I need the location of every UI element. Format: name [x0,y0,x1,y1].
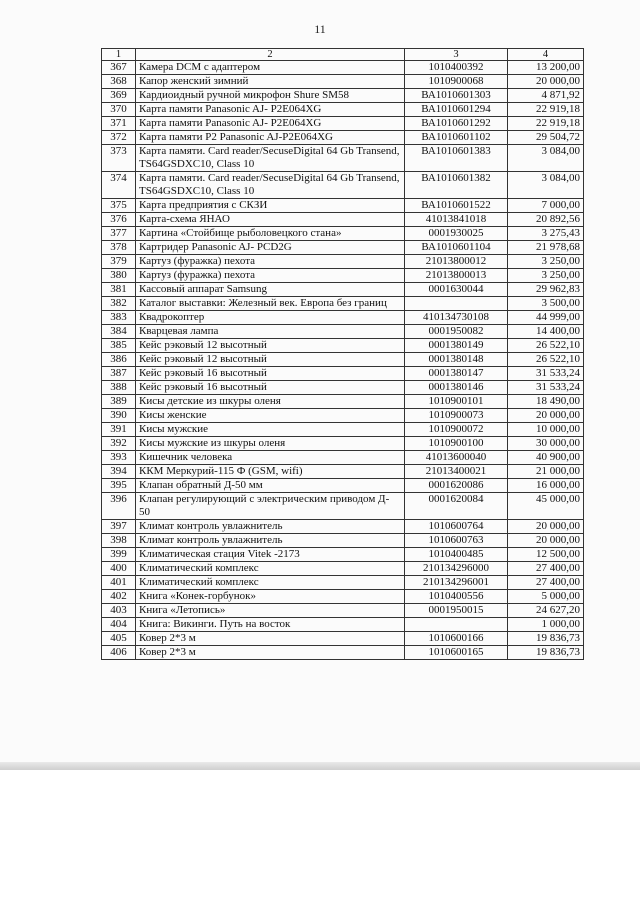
item-name: Кисы мужские [136,423,405,437]
item-value: 27 400,00 [508,576,584,590]
row-number: 401 [102,576,136,590]
item-value: 20 000,00 [508,75,584,89]
inventory-code: 0001380146 [405,381,508,395]
inventory-code: ВА1010601303 [405,89,508,103]
table-row [102,339,584,353]
row-number: 386 [102,353,136,367]
row-number: 395 [102,479,136,493]
row-number: 372 [102,131,136,145]
row-number: 373 [102,145,136,172]
table-row [102,227,584,241]
inventory-code: 0001630044 [405,283,508,297]
inventory-code: 21013400021 [405,465,508,479]
inventory-table [101,48,584,660]
row-number: 394 [102,465,136,479]
item-name: Ковер 2*3 м [136,632,405,646]
item-value: 1 000,00 [508,618,584,632]
item-name: Карта предприятия с СКЗИ [136,199,405,213]
item-name: Карта памяти. Card reader/SecuseDigital 64 Gb Transend, TS64GSDXC10, Class 10 [136,145,405,172]
table-row [102,297,584,311]
table-row [102,325,584,339]
row-number: 389 [102,395,136,409]
item-name: Кардиоидный ручной микрофон Shure SM58 [136,89,405,103]
inventory-code [405,297,508,311]
item-name: Кассовый аппарат Samsung [136,283,405,297]
row-number: 402 [102,590,136,604]
inventory-code: 0001620086 [405,479,508,493]
item-name: Квадрокоптер [136,311,405,325]
row-number: 371 [102,117,136,131]
inventory-code: 1010900068 [405,75,508,89]
table-row [102,172,584,199]
row-number: 398 [102,534,136,548]
item-value: 20 000,00 [508,534,584,548]
item-name: Кварцевая лампа [136,325,405,339]
item-value: 29 504,72 [508,131,584,145]
item-name: Кишечник человека [136,451,405,465]
item-name: Каталог выставки: Железный век. Европа без границ [136,297,405,311]
item-name: Книга «Летопись» [136,604,405,618]
item-name: Карта памяти. Card reader/SecuseDigital 64 Gb Transend, TS64GSDXC10, Class 10 [136,172,405,199]
item-name: Климат контроль увлажнитель [136,520,405,534]
inventory-code: 0001950082 [405,325,508,339]
item-value: 3 250,00 [508,269,584,283]
row-number: 390 [102,409,136,423]
item-value: 31 533,24 [508,381,584,395]
item-name: Карта-схема ЯНАО [136,213,405,227]
inventory-code [405,618,508,632]
item-name: Картина «Стойбище рыболовецкого стана» [136,227,405,241]
row-number: 370 [102,103,136,117]
table-row [102,131,584,145]
inventory-code: ВА1010601102 [405,131,508,145]
item-value: 30 000,00 [508,437,584,451]
item-value: 12 500,00 [508,548,584,562]
table-row [102,75,584,89]
item-name: Кейс рэковый 16 высотный [136,367,405,381]
item-value: 20 000,00 [508,520,584,534]
row-number: 400 [102,562,136,576]
item-name: Климат контроль увлажнитель [136,534,405,548]
item-name: Карта памяти Panasonic AJ- P2E064XG [136,103,405,117]
item-value: 3 084,00 [508,172,584,199]
table-row [102,89,584,103]
table-header-row [102,49,584,61]
item-value: 19 836,73 [508,632,584,646]
row-number: 369 [102,89,136,103]
table-row [102,520,584,534]
table-row [102,311,584,325]
inventory-code: 1010400556 [405,590,508,604]
inventory-code: 0001380147 [405,367,508,381]
inventory-code: 21013800013 [405,269,508,283]
item-name: Картридер Panasonic AJ- PCD2G [136,241,405,255]
inventory-code: 1010900073 [405,409,508,423]
item-value: 18 490,00 [508,395,584,409]
header-col-2: 2 [136,49,405,61]
inventory-code: 1010600763 [405,534,508,548]
item-value: 3 084,00 [508,145,584,172]
page-number: 11 [314,22,326,36]
inventory-code: 0001930025 [405,227,508,241]
inventory-code: 1010900072 [405,423,508,437]
row-number: 376 [102,213,136,227]
inventory-code: 1010600166 [405,632,508,646]
row-number: 397 [102,520,136,534]
item-value: 44 999,00 [508,311,584,325]
table-row [102,145,584,172]
inventory-code: 41013841018 [405,213,508,227]
inventory-code: 0001380149 [405,339,508,353]
item-value: 3 275,43 [508,227,584,241]
table-row [102,103,584,117]
table-row [102,353,584,367]
item-value: 26 522,10 [508,353,584,367]
inventory-code: ВА1010601292 [405,117,508,131]
item-name: Камера DCM с адаптером [136,61,405,75]
row-number: 391 [102,423,136,437]
inventory-code: 1010900101 [405,395,508,409]
table-row [102,269,584,283]
item-name: Кисы женские [136,409,405,423]
item-value: 3 250,00 [508,255,584,269]
item-name: Карта памяти P2 Panasonic AJ-P2E064XG [136,131,405,145]
inventory-code: ВА1010601294 [405,103,508,117]
item-value: 21 978,68 [508,241,584,255]
item-value: 27 400,00 [508,562,584,576]
inventory-code: 410134730108 [405,311,508,325]
item-name: Ковер 2*3 м [136,646,405,660]
item-name: Климатическая стация Vitek -2173 [136,548,405,562]
inventory-code: 210134296000 [405,562,508,576]
row-number: 381 [102,283,136,297]
row-number: 382 [102,297,136,311]
table-row [102,562,584,576]
table-row [102,479,584,493]
item-value: 4 871,92 [508,89,584,103]
row-number: 380 [102,269,136,283]
item-name: ККМ Меркурий-115 Ф (GSM, wifi) [136,465,405,479]
row-number: 367 [102,61,136,75]
table-row [102,255,584,269]
row-number: 378 [102,241,136,255]
item-name: Капор женский зимний [136,75,405,89]
item-value: 40 900,00 [508,451,584,465]
table-row [102,241,584,255]
table-row [102,548,584,562]
header-col-1: 1 [102,49,136,61]
item-name: Климатический комплекс [136,576,405,590]
inventory-code: 1010400392 [405,61,508,75]
row-number: 399 [102,548,136,562]
table-row [102,534,584,548]
inventory-code: 0001950015 [405,604,508,618]
item-value: 5 000,00 [508,590,584,604]
row-number: 374 [102,172,136,199]
item-value: 19 836,73 [508,646,584,660]
table-row [102,632,584,646]
item-name: Климатический комплекс [136,562,405,576]
item-value: 14 400,00 [508,325,584,339]
item-name: Картуз (фуражка) пехота [136,255,405,269]
header-col-4: 4 [508,49,584,61]
inventory-code: 21013800012 [405,255,508,269]
table-row [102,604,584,618]
item-name: Кейс рэковый 16 высотный [136,381,405,395]
item-name: Кисы детские из шкуры оленя [136,395,405,409]
table-row [102,213,584,227]
row-number: 368 [102,75,136,89]
row-number: 393 [102,451,136,465]
row-number: 379 [102,255,136,269]
item-name: Картуз (фуражка) пехота [136,269,405,283]
row-number: 405 [102,632,136,646]
table-row [102,646,584,660]
row-number: 375 [102,199,136,213]
inventory-code: ВА1010601522 [405,199,508,213]
item-value: 31 533,24 [508,367,584,381]
table-row [102,199,584,213]
table-row [102,437,584,451]
item-value: 22 919,18 [508,117,584,131]
item-name: Кейс рэковый 12 высотный [136,353,405,367]
inventory-code: 1010600165 [405,646,508,660]
table-row [102,618,584,632]
table-row [102,395,584,409]
row-number: 392 [102,437,136,451]
row-number: 385 [102,339,136,353]
table-row [102,409,584,423]
inventory-code: 1010900100 [405,437,508,451]
scan-edge-shadow [0,762,640,770]
row-number: 404 [102,618,136,632]
item-value: 16 000,00 [508,479,584,493]
item-value: 29 962,83 [508,283,584,297]
item-value: 21 000,00 [508,465,584,479]
inventory-code: 41013600040 [405,451,508,465]
item-value: 3 500,00 [508,297,584,311]
item-value: 24 627,20 [508,604,584,618]
row-number: 403 [102,604,136,618]
item-value: 13 200,00 [508,61,584,75]
table-row [102,590,584,604]
row-number: 377 [102,227,136,241]
table-row [102,576,584,590]
item-name: Книга: Викинги. Путь на восток [136,618,405,632]
table-row [102,423,584,437]
inventory-code: ВА1010601383 [405,145,508,172]
table-row [102,61,584,75]
table-row [102,381,584,395]
table-row [102,283,584,297]
inventory-code: 210134296001 [405,576,508,590]
item-value: 22 919,18 [508,103,584,117]
item-value: 20 000,00 [508,409,584,423]
row-number: 388 [102,381,136,395]
table-row [102,367,584,381]
item-value: 20 892,56 [508,213,584,227]
row-number: 387 [102,367,136,381]
table-row [102,451,584,465]
table-row [102,493,584,520]
item-name: Кейс рэковый 12 высотный [136,339,405,353]
table-row [102,117,584,131]
item-value: 10 000,00 [508,423,584,437]
inventory-code: 1010600764 [405,520,508,534]
inventory-code: ВА1010601382 [405,172,508,199]
item-name: Карта памяти Panasonic AJ- P2E064XG [136,117,405,131]
item-value: 7 000,00 [508,199,584,213]
row-number: 406 [102,646,136,660]
row-number: 396 [102,493,136,520]
item-name: Клапан регулирующий с электрическим приводом Д- 50 [136,493,405,520]
item-value: 26 522,10 [508,339,584,353]
row-number: 383 [102,311,136,325]
item-value: 45 000,00 [508,493,584,520]
row-number: 384 [102,325,136,339]
inventory-code: ВА1010601104 [405,241,508,255]
table-row [102,465,584,479]
item-name: Книга «Конек-горбунок» [136,590,405,604]
inventory-code: 0001620084 [405,493,508,520]
header-col-3: 3 [405,49,508,61]
item-name: Кисы мужские из шкуры оленя [136,437,405,451]
inventory-code: 1010400485 [405,548,508,562]
inventory-code: 0001380148 [405,353,508,367]
item-name: Клапан обратный Д-50 мм [136,479,405,493]
